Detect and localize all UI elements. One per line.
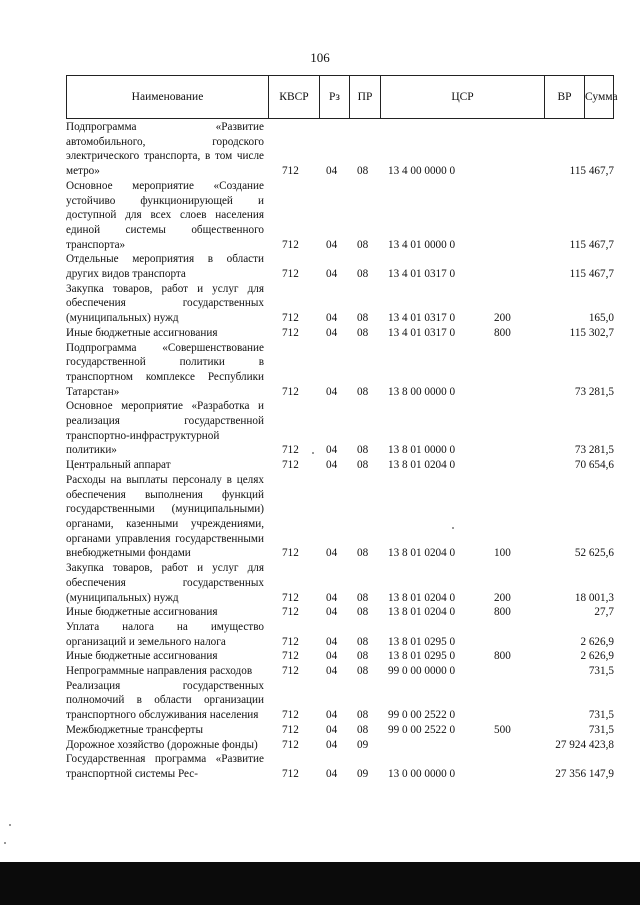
row-csr: 99 0 00 2522 0 [388,723,456,736]
row-name: Реализация государственных полномочий в области организации транспортного обслуживания населения [66,679,264,722]
row-sum: 115 467,7 [569,238,614,251]
page-number: 106 [310,50,330,65]
row-kvsr: 712 [282,650,299,663]
row-vr: 500 [494,723,511,736]
header-vr: ВР [545,76,585,118]
row-vr: 200 [494,312,511,325]
row-kvsr: 712 [282,326,299,339]
table-row [66,620,614,649]
row-name: Государственная программа «Развитие транспортной системы Рес- [66,753,264,780]
table-row [66,649,614,664]
row-kvsr: 712 [282,312,299,325]
row-rz: 04 [326,385,338,398]
row-rz: 04 [326,165,338,178]
row-pr: 08 [357,459,369,472]
row-sum: 731,5 [588,709,614,722]
row-sum: 2 626,9 [580,650,614,663]
row-kvsr: 712 [282,547,299,560]
row-csr: 13 8 01 0204 0 [388,459,456,472]
scan-speck [4,842,6,844]
table-row [66,252,614,281]
row-rz: 04 [326,723,338,736]
row-sum: 27,7 [594,606,614,619]
table-row [66,561,614,605]
header-csr: ЦСР [381,76,545,118]
row-sum: 115 467,7 [569,268,614,281]
table-row [66,179,614,253]
row-kvsr: 712 [282,606,299,619]
table-row [66,282,614,326]
row-rz: 04 [326,650,338,663]
row-kvsr: 712 [282,723,299,736]
row-rz: 04 [326,268,338,281]
scan-speck [9,824,11,826]
row-name: Межбюджетные трансферты [66,723,203,736]
row-pr: 08 [357,723,369,736]
row-rz: 04 [326,238,338,251]
row-csr: 13 8 01 0204 0 [388,606,456,619]
row-rz: 04 [326,606,338,619]
row-sum: 70 654,6 [574,459,614,472]
table-row [66,326,614,341]
row-rz: 04 [326,459,338,472]
row-pr: 08 [357,326,369,339]
header-rz: Рз [320,76,350,118]
row-kvsr: 712 [282,385,299,398]
row-csr: 13 8 00 0000 0 [388,385,456,398]
table-row [66,458,614,473]
row-kvsr: 712 [282,665,299,678]
row-sum: 27 924 423,8 [555,738,614,751]
row-sum: 115 467,7 [569,165,614,178]
row-pr: 09 [357,738,369,751]
row-pr: 08 [357,665,369,678]
row-csr: 13 4 00 0000 0 [388,165,456,178]
table-body [66,120,614,782]
row-name: Дорожное хозяйство (дорожные фонды) [66,738,258,751]
row-csr: 13 4 01 0317 0 [388,268,456,281]
row-sum: 115 302,7 [569,326,614,339]
table-row [66,752,614,781]
row-name: Подпрограмма «Развитие автомобильного, городского электрического транспорта, в том числе метро» [66,121,264,178]
row-pr: 08 [357,385,369,398]
row-kvsr: 712 [282,738,299,751]
row-name: Уплата налога на имущество организаций и земельного налога [66,620,264,648]
row-kvsr: 712 [282,165,299,178]
row-csr: 13 4 01 0000 0 [388,238,456,251]
row-csr: 99 0 00 2522 0 [388,709,456,722]
row-sum: 18 001,3 [574,591,614,604]
row-pr: 08 [357,444,369,457]
row-csr: 99 0 00 0000 0 [388,665,456,678]
row-vr: 200 [494,591,511,604]
row-kvsr: 712 [282,268,299,281]
row-rz: 04 [326,591,338,604]
row-rz: 04 [326,444,338,457]
table-row [66,473,614,561]
row-name: Подпрограмма «Совершенствование государственной политики в транспортном комплексе Республики Татарстан» [66,341,264,398]
row-name: Иные бюджетные ассигнования [66,650,218,663]
row-sum: 731,5 [588,723,614,736]
row-pr: 08 [357,312,369,325]
row-name: Центральный аппарат [66,459,171,472]
row-rz: 04 [326,709,338,722]
row-csr: 13 4 01 0317 0 [388,326,456,339]
row-vr: 100 [494,547,511,560]
row-name: Закупка товаров, работ и услуг для обеспечения государственных (муниципальных) нужд [66,562,264,604]
row-kvsr: 712 [282,709,299,722]
row-kvsr: 712 [282,238,299,251]
row-pr: 08 [357,606,369,619]
row-csr: 13 0 00 0000 0 [388,767,456,780]
row-name: Иные бюджетные ассигнования [66,326,218,339]
row-name: Отдельные мероприятия в области других видов транспорта [66,253,264,281]
scan-speck [312,452,314,454]
row-kvsr: 712 [282,444,299,457]
row-pr: 08 [357,635,369,648]
row-name: Основное мероприятие «Создание устойчиво функционирующей и доступной для всех слоев населения единой системы общественного транспорта» [66,179,264,251]
row-csr: 13 8 01 0204 0 [388,591,456,604]
header-sum: Сумма [585,91,618,103]
row-pr: 08 [357,547,369,560]
row-rz: 04 [326,635,338,648]
table-row [66,605,614,620]
row-sum: 52 625,6 [574,547,614,560]
row-sum: 73 281,5 [574,444,614,457]
table-row [66,738,614,753]
row-csr: 13 8 01 0295 0 [388,635,456,648]
table-row [66,341,614,400]
row-rz: 04 [326,767,338,780]
row-sum: 27 356 147,9 [555,767,614,780]
row-pr: 08 [357,165,369,178]
header-kvsr: КВСР [269,76,320,118]
row-pr: 08 [357,709,369,722]
row-sum: 165,0 [588,312,614,325]
row-name: Закупка товаров, работ и услуг для обеспечения государственных (муниципальных) нужд [66,282,264,325]
row-rz: 04 [326,312,338,325]
row-pr: 08 [357,238,369,251]
header-pr: ПР [350,76,381,118]
row-pr: 08 [357,650,369,663]
row-csr: 13 8 01 0204 0 [388,547,456,560]
scan-footer-bar [0,862,640,905]
row-kvsr: 712 [282,767,299,780]
scan-speck [452,527,454,529]
row-name: Основное мероприятие «Разработка и реализация государственной транспортно-инфраструктурной политики» [66,400,264,457]
row-csr: 13 8 01 0295 0 [388,650,456,663]
row-name: Иные бюджетные ассигнования [66,606,218,619]
table-row [66,120,614,179]
row-vr: 800 [494,606,511,619]
row-rz: 04 [326,738,338,751]
table-row [66,723,614,738]
row-name: Расходы на выплаты персоналу в целях обеспечения выполнения функций государственными (муниципальными) органами, казенными учреждениями, органами управления государственными внебюджетными фондами [66,473,264,560]
table-row [66,664,614,679]
table-row [66,399,614,458]
row-vr: 800 [494,326,511,339]
row-sum: 731,5 [588,665,614,678]
header-name: Наименование [67,76,269,118]
row-kvsr: 712 [282,459,299,472]
row-csr: 13 4 01 0317 0 [388,312,456,325]
row-vr: 800 [494,650,511,663]
row-name: Непрограммные направления расходов [66,665,253,678]
row-pr: 08 [357,268,369,281]
row-sum: 2 626,9 [580,635,614,648]
row-rz: 04 [326,326,338,339]
row-pr: 09 [357,767,369,780]
row-rz: 04 [326,547,338,560]
row-kvsr: 712 [282,635,299,648]
row-sum: 73 281,5 [574,385,614,398]
row-kvsr: 712 [282,591,299,604]
row-pr: 08 [357,591,369,604]
row-rz: 04 [326,665,338,678]
row-csr: 13 8 01 0000 0 [388,444,456,457]
table-header [66,75,618,119]
table-row [66,679,614,723]
